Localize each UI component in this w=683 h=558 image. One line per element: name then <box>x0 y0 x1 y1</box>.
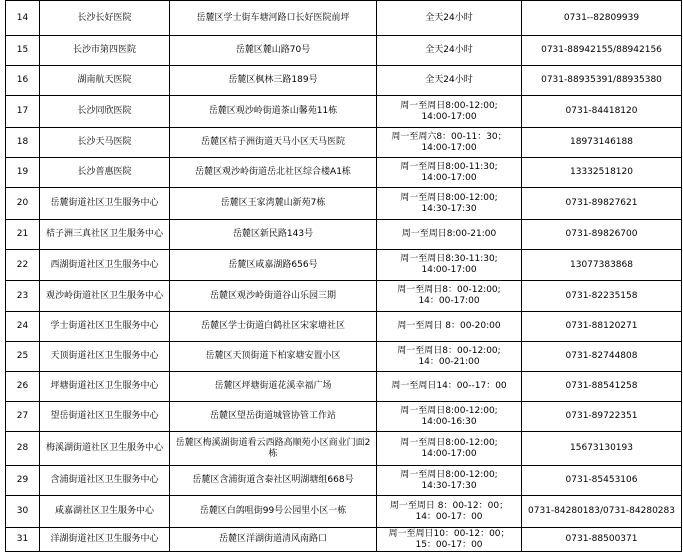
hours-line: 14:30-17:30 <box>421 203 477 214</box>
facility-name-cell: 洋湖街道社区卫生服务中心 <box>40 528 170 552</box>
hours-cell <box>377 188 522 220</box>
row-number-cell: 17 <box>6 96 40 128</box>
hours-line: 全天24小时 <box>425 12 473 23</box>
table-row <box>6 250 682 281</box>
table-row <box>6 66 682 96</box>
table-row <box>6 372 682 402</box>
hours-line: 周一至周日8：00-12:00; <box>397 285 501 295</box>
hours-line: 周一至周日 8：00-12：00； <box>389 500 509 511</box>
row-number-cell: 26 <box>6 372 40 402</box>
row-number-cell: 29 <box>6 466 40 496</box>
hours-cell <box>377 250 522 281</box>
hours-line: 14：00-17:00 <box>418 296 480 306</box>
hours-line: 周一至周日8:00-12:00; <box>400 469 498 480</box>
facility-name-cell: 长沙市第四医院 <box>40 36 170 66</box>
table-row <box>6 496 682 528</box>
hours-line: 14：00-21:00 <box>418 356 480 367</box>
hours-cell <box>377 1 522 36</box>
hours-cell <box>377 312 522 342</box>
phone-cell: 0731-89826700 <box>522 220 682 250</box>
address-cell: 岳麓区含浦街道含泰社区明湖塘组668号 <box>170 466 377 496</box>
table-row <box>6 1 682 36</box>
row-number-cell: 25 <box>6 342 40 372</box>
facility-name-cell: 咸嘉湖社区卫生服务中心 <box>40 496 170 528</box>
hours-line: 周一至周日8:00-12:00; <box>400 405 498 416</box>
address-cell: 岳麓区天顶街道下柏家塘安置小区 <box>170 342 377 372</box>
hours-line: 14:00-17:00 <box>421 172 477 183</box>
address-cell: 岳麓区观沙岭街道茶山馨苑11栋 <box>170 96 377 128</box>
phone-cell: 13077383868 <box>522 250 682 281</box>
facility-name-cell: 观沙岭街道社区卫生服务中心 <box>40 281 170 312</box>
row-number-cell: 15 <box>6 36 40 66</box>
row-number-cell: 14 <box>6 1 40 36</box>
table-row <box>6 220 682 250</box>
hours-cell <box>377 496 522 528</box>
row-number-cell: 19 <box>6 158 40 188</box>
hours-line: 14:30-17:30 <box>421 480 477 491</box>
address-cell: 岳麓区咸嘉湖路656号 <box>170 250 377 281</box>
hours-line: 全天24小时 <box>425 45 473 55</box>
row-number-cell: 24 <box>6 312 40 342</box>
hours-cell <box>377 158 522 188</box>
phone-cell: 0731-88935391/88935380 <box>522 66 682 96</box>
row-number-cell: 20 <box>6 188 40 220</box>
hours-line: 周一至周日8:00-11:30; <box>400 161 498 172</box>
address-cell: 岳麓区观沙岭街道岳北社区综合楼A1栋 <box>170 158 377 188</box>
row-number-cell: 30 <box>6 496 40 528</box>
phone-cell: 0731--82809939 <box>522 1 682 36</box>
phone-cell: 0731-88541258 <box>522 372 682 402</box>
row-number-cell: 28 <box>6 432 40 466</box>
address-cell: 岳麓区坪塘街道花溪幸福广场 <box>170 372 377 402</box>
phone-cell: 0731-88120271 <box>522 312 682 342</box>
hours-line: 14:00-17:00 <box>421 142 477 153</box>
hours-line: 周一至周日8:00-21:00 <box>401 229 497 239</box>
table-row <box>6 528 682 552</box>
hours-line: 14:00-17:00 <box>421 111 477 122</box>
facility-name-cell: 西湖街道社区卫生服务中心 <box>40 250 170 281</box>
phone-cell: 0731-89827621 <box>522 188 682 220</box>
address-cell: 岳麓区桔子洲街道天马小区天马医院 <box>170 128 377 158</box>
hours-line: 周一至周日8:30-11:30; <box>400 254 498 264</box>
table-row <box>6 312 682 342</box>
address-cell: 岳麓区望岳街道城管协管工作站 <box>170 402 377 432</box>
hours-line: 全天24小时 <box>425 75 473 85</box>
facility-name-cell: 学士街道社区卫生服务中心 <box>40 312 170 342</box>
row-number-cell: 18 <box>6 128 40 158</box>
address-cell: 岳麓区洋湖街道清风南路口 <box>170 528 377 552</box>
hours-cell <box>377 466 522 496</box>
phone-cell: 0731-82744808 <box>522 342 682 372</box>
row-number-cell: 23 <box>6 281 40 312</box>
facility-name-cell: 长沙长好医院 <box>40 1 170 36</box>
facility-name-cell: 坪塘街道社区卫生服务中心 <box>40 372 170 402</box>
hours-line: 15：00-17：00 <box>415 539 483 550</box>
hours-line: 14:00-17:00 <box>421 448 477 459</box>
table-row <box>6 188 682 220</box>
hours-cell <box>377 128 522 158</box>
row-number-cell: 27 <box>6 402 40 432</box>
phone-cell: 0731-85453106 <box>522 466 682 496</box>
facility-name-cell: 长沙普惠医院 <box>40 158 170 188</box>
hours-line: 周一至周日8:00-12:00; <box>400 100 498 111</box>
facility-name-cell: 长沙同欣医院 <box>40 96 170 128</box>
hours-line: 周一至周日8:00-12:00; <box>400 437 498 448</box>
facility-name-cell: 岳麓街道社区卫生服务中心 <box>40 188 170 220</box>
hours-cell <box>377 402 522 432</box>
phone-cell: 18973146188 <box>522 128 682 158</box>
phone-cell: 0731-88500371 <box>522 528 682 552</box>
phone-cell: 0731-89722351 <box>522 402 682 432</box>
row-number-cell: 31 <box>6 528 40 552</box>
hours-cell <box>377 66 522 96</box>
table-row <box>6 466 682 496</box>
address-cell: 岳麓区枫林三路189号 <box>170 66 377 96</box>
row-number-cell: 21 <box>6 220 40 250</box>
address-cell: 岳麓区梅溪湖街道看云西路高顺苑小区商业门面2栋 <box>170 432 377 466</box>
hours-line: 14:00-16:30 <box>421 416 477 427</box>
hours-line: 14:00-17:00 <box>421 265 477 275</box>
hours-cell <box>377 432 522 466</box>
address-cell: 岳麓区新民路143号 <box>170 220 377 250</box>
facility-name-cell: 望岳街道社区卫生服务中心 <box>40 402 170 432</box>
phone-cell: 15673130193 <box>522 432 682 466</box>
hours-cell <box>377 528 522 552</box>
table-row <box>6 128 682 158</box>
address-cell: 岳麓区白鸽咀街99号公园里小区一栋 <box>170 496 377 528</box>
table-row <box>6 158 682 188</box>
hours-cell <box>377 36 522 66</box>
address-cell: 岳麓区学士街车塘河路口长好医院前坪 <box>170 1 377 36</box>
table-row <box>6 281 682 312</box>
phone-cell: 0731-84418120 <box>522 96 682 128</box>
facility-name-cell: 长沙天马医院 <box>40 128 170 158</box>
facility-name-cell: 梅溪湖街道社区卫生服务中心 <box>40 432 170 466</box>
address-cell: 岳麓区观沙岭街道谷山乐园三期 <box>170 281 377 312</box>
table-row <box>6 342 682 372</box>
row-number-cell: 16 <box>6 66 40 96</box>
hours-line: 周一至周日14：00--17：00 <box>391 381 507 391</box>
facility-name-cell: 含浦街道社区卫生服务中心 <box>40 466 170 496</box>
table-row <box>6 402 682 432</box>
hours-line: 周一至周日 8：00-20:00 <box>397 321 501 331</box>
row-number-cell: 22 <box>6 250 40 281</box>
table-row <box>6 36 682 66</box>
facility-name-cell: 桔子洲三真社区卫生服务中心 <box>40 220 170 250</box>
hours-cell <box>377 342 522 372</box>
hours-line: 周一至周六8：00-11：30； <box>391 131 507 142</box>
address-cell: 岳麓区王家湾麓山新苑7栋 <box>170 188 377 220</box>
address-cell: 岳麓区麓山路70号 <box>170 36 377 66</box>
table-row <box>6 96 682 128</box>
table-row <box>6 432 682 466</box>
hours-cell <box>377 281 522 312</box>
hours-line: 周一至周日8:00-12:00; <box>400 192 498 203</box>
hours-cell <box>377 220 522 250</box>
hours-line: 周一至周日8：00-12:00; <box>397 345 501 356</box>
phone-cell: 13332518120 <box>522 158 682 188</box>
facility-name-cell: 天顶街道社区卫生服务中心 <box>40 342 170 372</box>
facility-table <box>5 0 682 552</box>
address-cell: 岳麓区学士街道白鹤社区宋家塘社区 <box>170 312 377 342</box>
hours-line: 周一至周日10：00-12：00； <box>388 528 510 539</box>
facility-table-body <box>6 1 682 552</box>
phone-cell: 0731-82235158 <box>522 281 682 312</box>
hours-cell <box>377 372 522 402</box>
facility-name-cell: 湖南航天医院 <box>40 66 170 96</box>
phone-cell: 0731-88942155/88942156 <box>522 36 682 66</box>
hours-line: 14：00-17：00 <box>415 511 483 522</box>
phone-cell: 0731-84280183/0731-84280283 <box>522 496 682 528</box>
hours-cell <box>377 96 522 128</box>
